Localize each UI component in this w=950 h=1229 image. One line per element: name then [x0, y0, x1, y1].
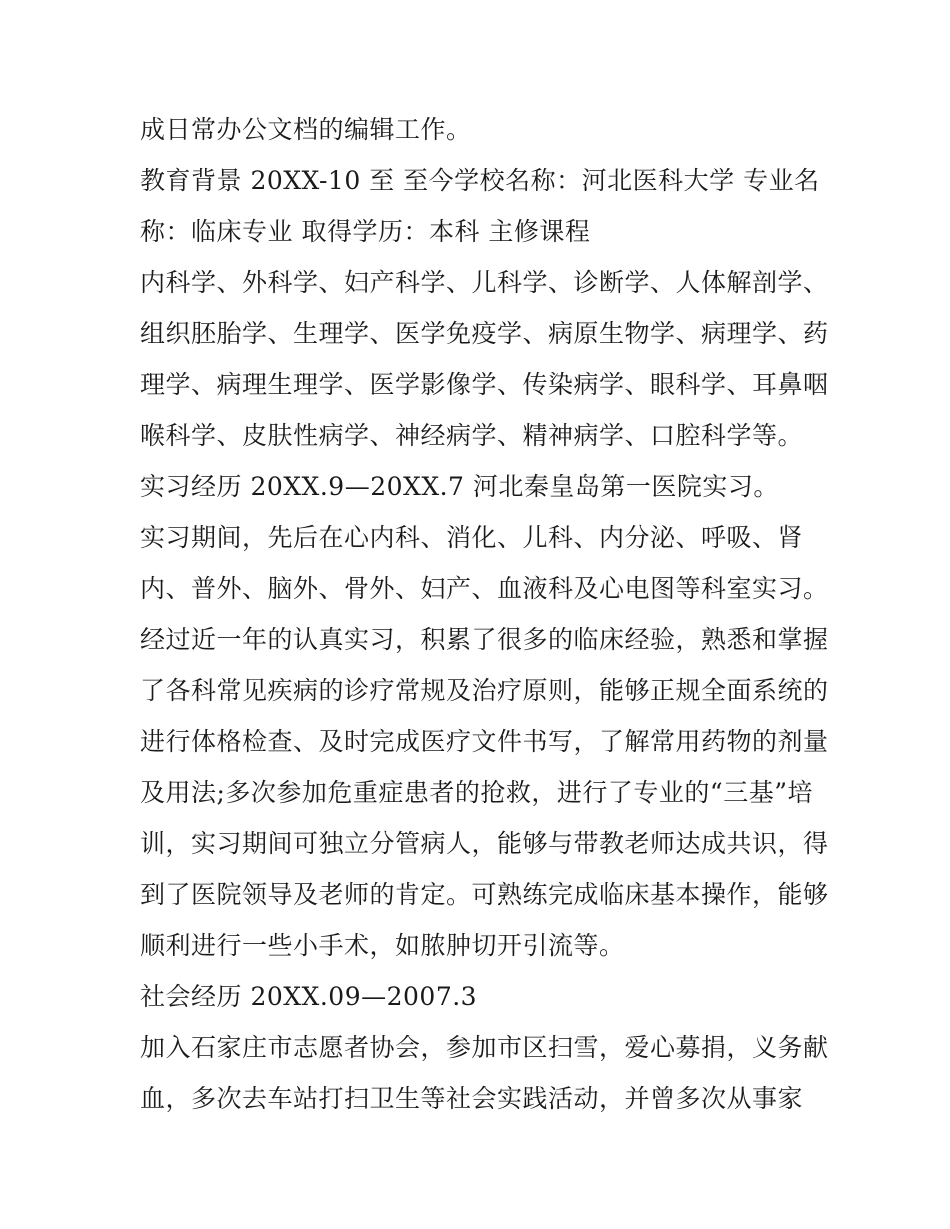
text-line: 内科学、外科学、妇产科学、儿科学、诊断学、人体解剖学、 — [140, 268, 829, 297]
text-line: 理学、病理生理学、医学影像学、传染病学、眼科学、耳鼻咽 — [140, 370, 829, 399]
text-line: 了各科常见疾病的诊疗常规及治疗原则，能够正规全面系统的 — [140, 676, 829, 705]
text-line: 组织胚胎学、生理学、医学免疫学、病原生物学、病理学、药 — [140, 319, 829, 348]
text-line: 训，实习期间可独立分管病人，能够与带教老师达成共识，得 — [140, 829, 829, 858]
text-line: 喉科学、皮肤性病学、神经病学、精神病学、口腔科学等。 — [140, 421, 804, 450]
text-line: 进行体格检查、及时完成医疗文件书写，了解常用药物的剂量 — [140, 727, 829, 756]
text-line: 实习经历 20XX.9—20XX.7 河北秦皇岛第一医院实习。 — [140, 472, 779, 501]
text-line: 社会经历 20XX.09—2007.3 — [140, 982, 478, 1011]
text-line: 到了医院领导及老师的肯定。可熟练完成临床基本操作，能够 — [140, 880, 829, 909]
text-line: 顺利进行一些小手术，如脓肿切开引流等。 — [140, 931, 625, 960]
text-line: 实习期间，先后在心内科、消化、儿科、内分泌、呼吸、肾 — [140, 523, 804, 552]
text-line: 教育背景 20XX-10 至 至今学校名称：河北医科大学 专业名 — [140, 166, 820, 195]
text-line: 称：临床专业 取得学历：本科 主修课程 — [140, 217, 591, 246]
text-line: 经过近一年的认真实习，积累了很多的临床经验，熟悉和掌握 — [140, 625, 829, 654]
text-line: 血，多次去车站打扫卫生等社会实践活动，并曾多次从事家 — [140, 1084, 804, 1113]
text-line: 加入石家庄市志愿者协会，参加市区扫雪，爱心募捐，义务献 — [140, 1033, 829, 1062]
text-line: 成日常办公文档的编辑工作。 — [140, 115, 472, 144]
text-line: 及用法;多次参加危重症患者的抢救，进行了专业的“三基”培 — [140, 778, 813, 807]
document-body — [140, 104, 829, 1124]
text-line: 内、普外、脑外、骨外、妇产、血液科及心电图等科室实习。 — [140, 574, 829, 603]
